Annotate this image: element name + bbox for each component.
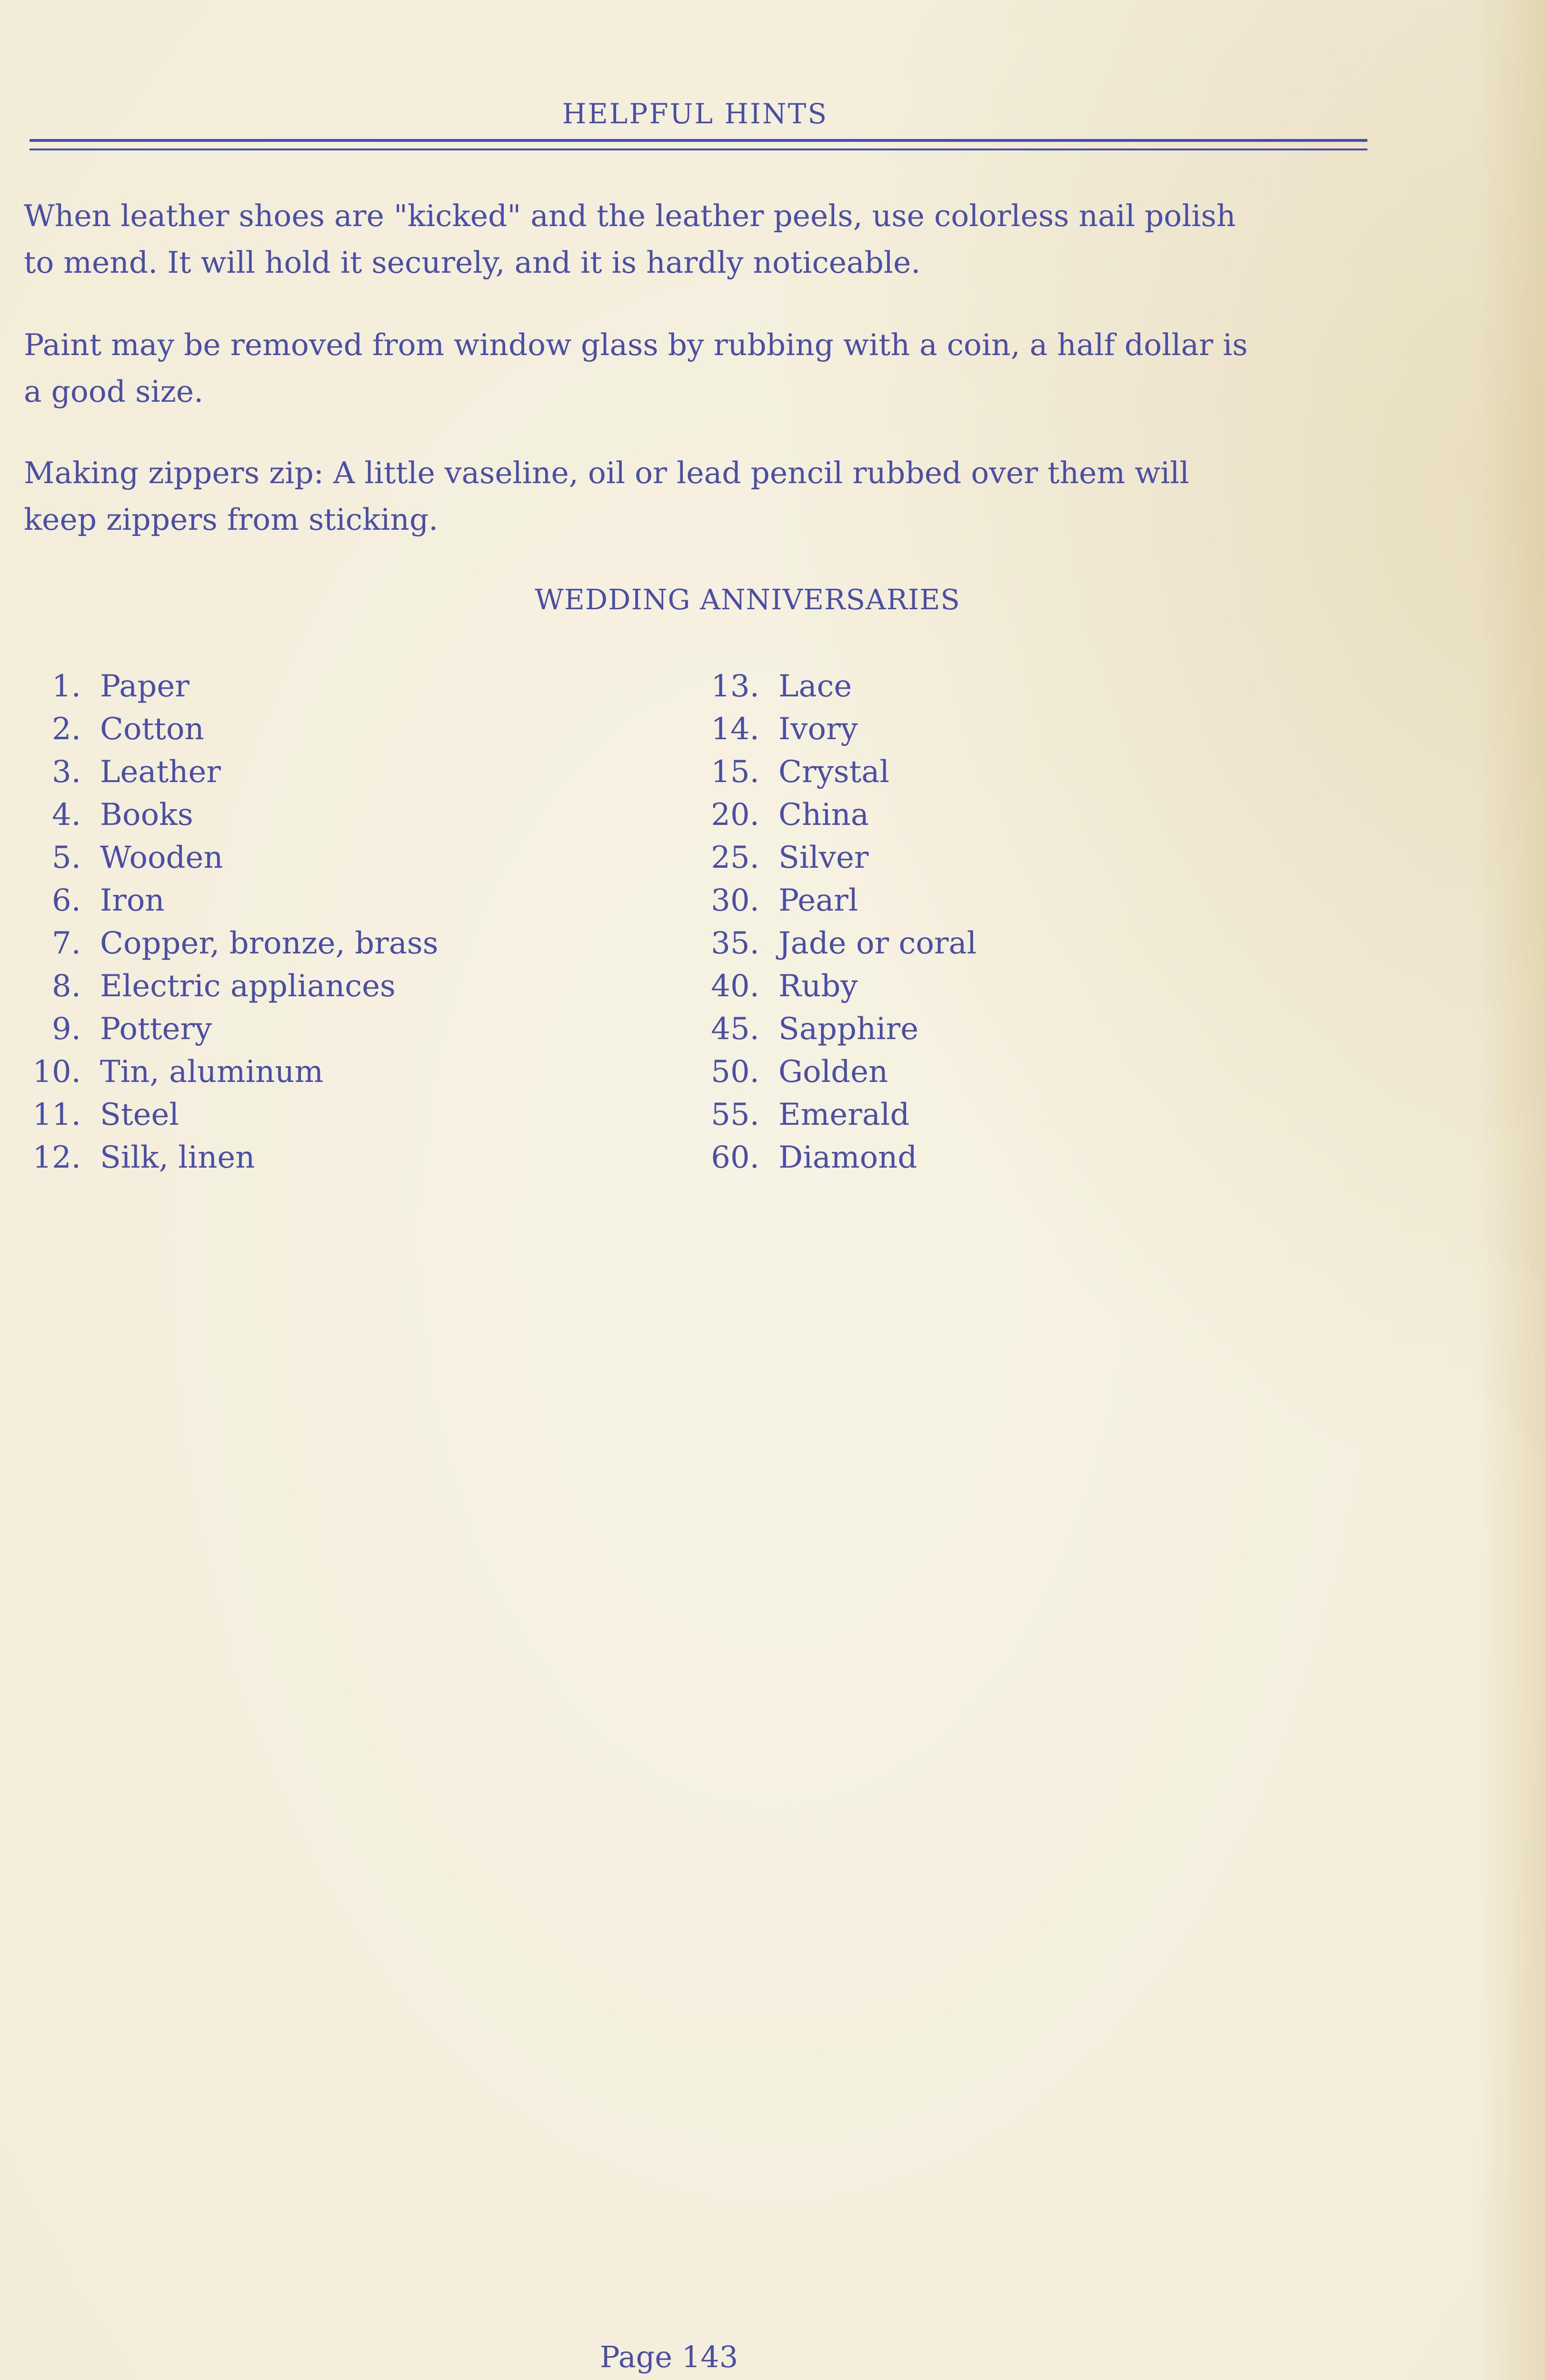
item-label: Leather xyxy=(100,754,221,790)
hint-zippers xyxy=(24,450,1405,543)
item-number: 1. xyxy=(51,669,81,704)
item-label: Wooden xyxy=(100,840,223,875)
header-rule-bottom xyxy=(30,149,1367,150)
item-number: 45. xyxy=(711,1012,759,1047)
item-label: Steel xyxy=(100,1097,179,1132)
item-number: 60. xyxy=(711,1140,759,1175)
item-number: 12. xyxy=(32,1140,81,1175)
item-number: 8. xyxy=(51,969,81,1004)
item-label: Iron xyxy=(100,883,165,918)
item-label: Emerald xyxy=(778,1097,910,1132)
item-number: 13. xyxy=(711,669,759,704)
item-number: 15. xyxy=(711,754,759,790)
item-label: Electric appliances xyxy=(100,969,396,1004)
item-number: 2. xyxy=(51,712,81,747)
hint-line: keep zippers from sticking. xyxy=(24,502,439,537)
hint-line: When leather shoes are "kicked" and the leather peels, use colorless nail polish xyxy=(24,198,1236,233)
item-number: 25. xyxy=(711,840,759,875)
hint-leather-shoes xyxy=(24,193,1405,286)
item-label: Cotton xyxy=(100,712,204,747)
item-number: 55. xyxy=(711,1097,759,1132)
item-number: 7. xyxy=(51,926,81,961)
anniversaries-title: WEDDING ANNIVERSARIES xyxy=(535,583,960,616)
item-label: Silk, linen xyxy=(100,1140,255,1175)
item-number: 14. xyxy=(711,712,759,747)
item-label: Ruby xyxy=(778,969,858,1004)
item-label: Pottery xyxy=(100,1012,212,1047)
item-label: Books xyxy=(100,797,193,833)
item-label: China xyxy=(778,797,869,833)
page-number: Page 143 xyxy=(599,2340,738,2374)
item-label: Sapphire xyxy=(778,1012,919,1047)
item-label: Pearl xyxy=(778,883,858,918)
item-number: 40. xyxy=(711,969,759,1004)
item-number: 9. xyxy=(51,1012,81,1047)
header-rule-top xyxy=(30,139,1367,142)
hint-line: Making zippers zip: A little vaseline, oil or lead pencil rubbed over them will xyxy=(24,456,1189,490)
item-label: Ivory xyxy=(778,712,858,747)
item-number: 30. xyxy=(711,883,759,918)
item-label: Crystal xyxy=(778,754,889,790)
item-number: 10. xyxy=(32,1054,81,1090)
item-number: 6. xyxy=(51,883,81,918)
item-label: Diamond xyxy=(778,1140,917,1175)
item-number: 4. xyxy=(51,797,81,833)
item-label: Lace xyxy=(778,669,852,704)
item-number: 3. xyxy=(51,754,81,790)
item-number: 11. xyxy=(32,1097,81,1132)
hint-line: to mend. It will hold it securely, and it is hardly noticeable. xyxy=(24,245,921,280)
item-number: 20. xyxy=(711,797,759,833)
item-label: Paper xyxy=(100,669,189,704)
item-label: Copper, bronze, brass xyxy=(100,926,439,961)
item-number: 5. xyxy=(51,840,81,875)
page-edge-stain xyxy=(1478,0,1545,2380)
hint-line: Paint may be removed from window glass by rubbing with a coin, a half dollar is xyxy=(24,327,1248,362)
hint-line: a good size. xyxy=(24,374,204,409)
item-label: Silver xyxy=(778,840,869,875)
hint-paint-removal xyxy=(24,322,1405,415)
item-label: Jade or coral xyxy=(778,926,977,961)
page-header: HELPFUL HINTS xyxy=(562,98,828,130)
item-number: 50. xyxy=(711,1054,759,1090)
item-label: Tin, aluminum xyxy=(100,1054,324,1090)
item-label: Golden xyxy=(778,1054,888,1090)
item-number: 35. xyxy=(711,926,759,961)
